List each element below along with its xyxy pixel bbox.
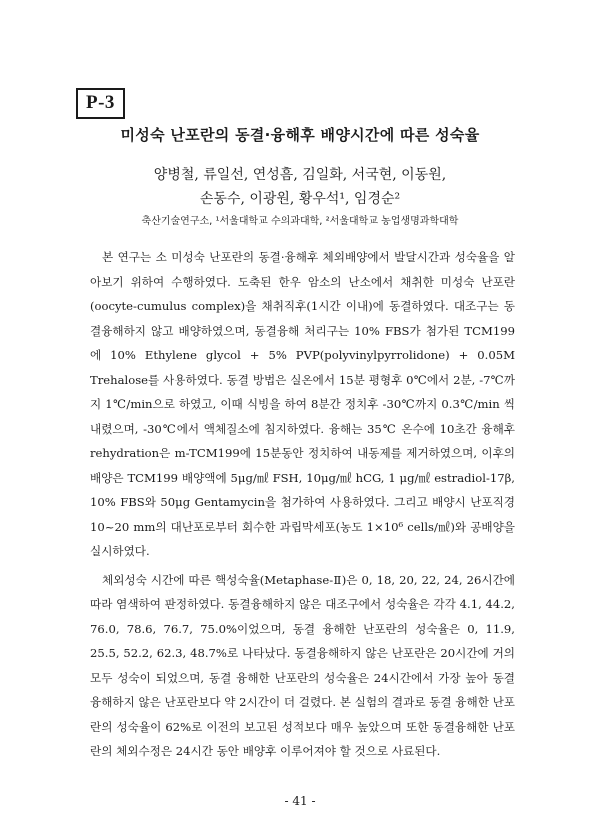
abstract-body [90, 245, 515, 768]
page-number: - 41 - [284, 794, 316, 808]
affiliations: 축산기술연구소, ¹서울대학교 수의과대학, ²서울대학교 농업생명과학대학 [141, 216, 459, 227]
author-line-2: 손동수, 이광원, 황우석¹, 임경순² [199, 191, 401, 207]
paragraph-methods: 본 연구는 소 미성숙 난포란의 동결·융해후 체외배양에서 발달시간과 성숙율을 알아보기 위하여 수행하였다. 도축된 한우 암소의 난소에서 채취한 미성숙 난포란(oocyte-cumulus complex)을 채취직후(1시간 이내)에 동결하였다. 대조구는 동결융해하지 않고 배양하였으며, 동결융해 처리구는 10% FBS가 첨가된 TCM199에 10% Ethylene glycol + 5% PVP(polyvinylpyrrolidone) + 0.05M Trehalose를 사용하였다. 동결 방법은 실온에서 15분 평형후 0℃에서 2분, -7℃까지 1℃/min으로 하였고, 이때 식빙을 하여 8분간 정치후 -30℃까지 0.3℃/min 씩 내렸으며, -30℃에서 액체질소에 침지하였다. 융해는 35℃ 온수에 10초간 융해후 rehydration은 m-TCM199에 15분동안 정치하여 내동제를 제거하였으며, 이후의 배양은 TCM199 배양액에 5μg/㎖ FSH, 10μg/㎖ hCG, 1 μg/㎖ estradiol-17β, 10% FBS와 50μg Gentamycin을 첨가하여 사용하였다. 그리고 배양시 난포직경 10~20 mm의 대난포로부터 회수한 과립막세포(농도 1×10⁶ cells/㎖)와 공배양을 실시하였다. [90, 250, 515, 558]
abstract-code-label: P-3 [76, 88, 125, 119]
paper-title: 미성숙 난포란의 동결·융해후 배양시간에 따른 성숙율 [120, 126, 480, 144]
paragraph-results: 체외성숙 시간에 따른 핵성숙율(Metaphase-Ⅱ)은 0, 18, 20, 22, 24, 26시간에 따라 염색하여 판정하였다. 동결융해하지 않은 대조구에서 성숙율은 각각 4.1, 44.2, 76.0, 78.6, 76.7, 75.0%이었으며, 동결 융해한 난포란의 성숙율은 0, 11.9, 25.5, 52.2, 62.3, 48.7%로 나타났다. 동결융해하지 않은 난포란은 20시간에 거의 모두 성숙이 되었으며, 동결 융해한 난포란의 성숙율은 24시간에서 가장 높아 동결 융해하지 않은 난포란보다 약 2시간이 더 걸렸다. 본 실험의 결과로 동결 융해한 난포란의 성숙율이 62%로 이전의 보고된 성적보다 매우 높았으며 또한 동결융해한 난포란의 체외수정은 24시간 동안 배양후 이루어져야 할 것으로 사료된다. [90, 572, 515, 758]
author-line-1: 양병철, 류일선, 연성흠, 김일화, 서국현, 이동원, [153, 167, 447, 183]
author-list [0, 163, 600, 211]
